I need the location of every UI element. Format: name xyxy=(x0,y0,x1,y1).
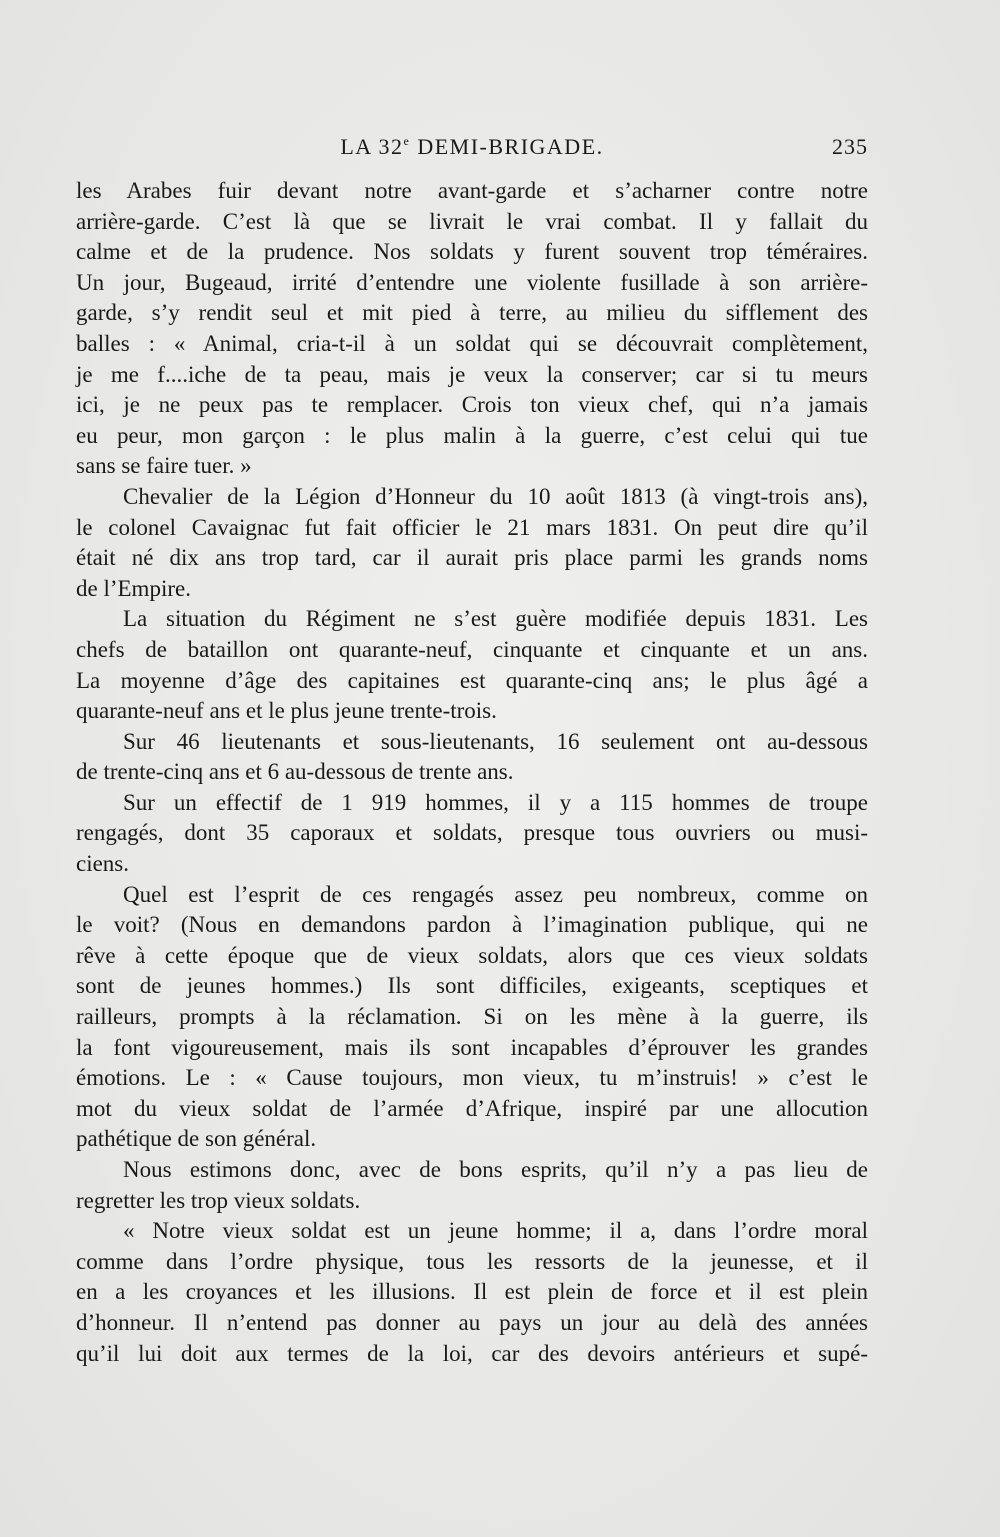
text-line: chefs de bataillon ont quarante-neuf, cinquante et cinquante et un ans. xyxy=(76,636,868,662)
text-line: en a les croyances et les illusions. Il est plein de force et il est plein xyxy=(76,1279,868,1305)
text-line: Nous estimons donc, avec de bons esprits, qu’il n’y a pas lieu de xyxy=(123,1157,868,1182)
text-line: de trente-cinq ans et 6 au-dessous de trente ans. xyxy=(76,759,514,785)
text-line: le voit? (Nous en demandons pardon à l’imagination publique, qui ne xyxy=(76,912,868,938)
running-title xyxy=(76,134,868,160)
running-title-superscript: e xyxy=(403,134,411,148)
text-line: garde, s’y rendit seul et mit pied à terre, au milieu du sifflement des xyxy=(76,300,868,326)
text-line: émotions. Le : « Cause toujours, mon vieux, tu m’instruis! » c’est le xyxy=(76,1065,868,1091)
text-line: La moyenne d’âge des capitaines est quarante-cinq ans; le plus âgé a xyxy=(76,667,868,693)
running-title-prefix: LA 32 xyxy=(340,134,404,159)
text-line: la font vigoureusement, mais ils sont incapables d’éprouver les grandes xyxy=(76,1034,868,1060)
text-line: Quel est l’esprit de ces rengagés assez peu nombreux, comme on xyxy=(123,881,868,907)
text-line: calme et de la prudence. Nos soldats y furent souvent trop téméraires. xyxy=(76,239,868,265)
text-line: d’honneur. Il n’entend pas donner au pays un jour au delà des années xyxy=(76,1309,868,1335)
text-line: Sur un effectif de 1 919 hommes, il y a 115 hommes de troupe xyxy=(123,789,868,815)
body-text xyxy=(76,176,868,1369)
text-line: comme dans l’ordre physique, tous les ressorts de la jeunesse, et il xyxy=(76,1248,868,1274)
text-line: ciens. xyxy=(76,851,130,877)
text-line: Sur 46 lieutenants et sous-lieutenants, 16 seulement ont au-dessous xyxy=(123,728,868,754)
text-line: La situation du Régiment ne s’est guère modifiée depuis 1831. Les xyxy=(123,606,868,632)
text-line: qu’il lui doit aux termes de la loi, car des devoirs antérieurs et supé- xyxy=(76,1340,868,1366)
text-line: rêve à cette époque que de vieux soldats, alors que ces vieux soldats xyxy=(76,942,868,968)
text-line: ici, je ne peux pas te remplacer. Crois ton vieux chef, qui n’a jamais xyxy=(76,392,868,418)
text-line: Un jour, Bugeaud, irrité d’entendre une violente fusillade à son arrière- xyxy=(76,269,868,295)
text-line: de l’Empire. xyxy=(76,575,191,601)
text-line: mot du vieux soldat de l’armée d’Afrique, inspiré par une allocution xyxy=(76,1095,868,1121)
text-line: eu peur, mon garçon : le plus malin à la guerre, c’est celui qui tue xyxy=(76,422,868,448)
text-line: Chevalier de la Légion d’Honneur du 10 août 1813 (à vingt-trois ans), xyxy=(123,483,868,509)
text-line: sont de jeunes hommes.) Ils sont difficiles, exigeants, sceptiques et xyxy=(76,973,868,999)
text-line: arrière-garde. C’est là que se livrait le vrai combat. Il y fallait du xyxy=(76,208,868,234)
text-line: regretter les trop vieux soldats. xyxy=(76,1187,361,1213)
text-line: sans se faire tuer. » xyxy=(76,453,252,479)
text-line: je me f....iche de ta peau, mais je veux la conserver; car si tu meurs xyxy=(76,361,868,387)
text-line: les Arabes fuir devant notre avant-garde et s’acharner contre notre xyxy=(76,178,868,203)
text-line: railleurs, prompts à la réclamation. Si on les mène à la guerre, ils xyxy=(76,1004,868,1030)
text-line: rengagés, dont 35 caporaux et soldats, presque tous ouvriers ou musi- xyxy=(76,820,868,846)
running-head xyxy=(76,134,868,164)
text-line: pathétique de son général. xyxy=(76,1126,317,1152)
running-title-suffix: DEMI-BRIGADE. xyxy=(410,134,604,159)
text-line: le colonel Cavaignac fut fait officier le 21 mars 1831. On peut dire qu’il xyxy=(76,514,868,540)
text-line: « Notre vieux soldat est un jeune homme; il a, dans l’ordre moral xyxy=(123,1218,868,1244)
text-line: balles : « Animal, cria-t-il à un soldat qui se découvrait complètement, xyxy=(76,330,868,356)
text-line: était né dix ans trop tard, car il aurait pris place parmi les grands noms xyxy=(76,545,868,571)
page-number: 235 xyxy=(832,134,868,159)
text-line: quarante-neuf ans et le plus jeune trente-trois. xyxy=(76,698,497,724)
